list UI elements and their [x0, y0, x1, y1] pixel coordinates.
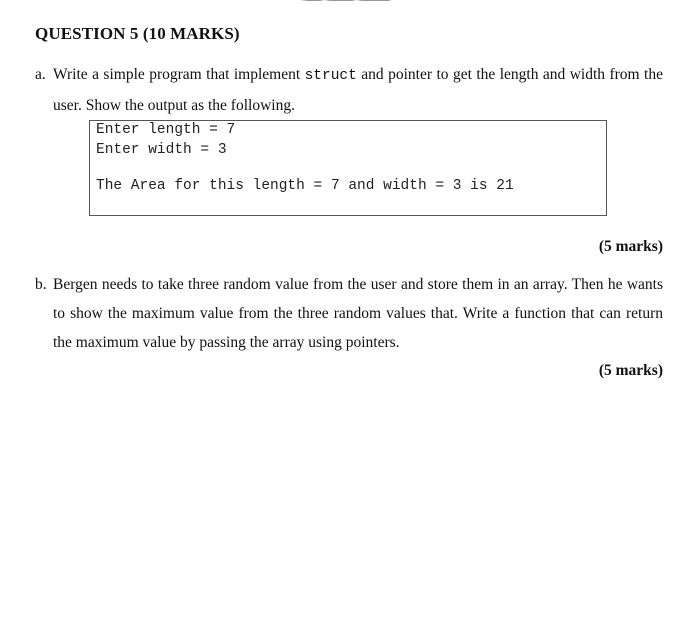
question-b-marker: b. — [35, 276, 47, 293]
question-b-marks: (5 marks) — [598, 362, 663, 379]
question-a-text-after: and pointer to get the length and width from the user. Show the output as the following. — [53, 66, 663, 114]
question-a-text — [53, 60, 663, 120]
question-a-marker: a. — [35, 66, 46, 83]
question-a-marks: (5 marks) — [598, 238, 663, 255]
sample-output-box — [89, 120, 607, 216]
output-line-width: Enter width = 3 — [96, 142, 227, 158]
question-b-text: Bergen needs to take three random value from the user and store them in an array. Then he wants to show the maximum value from the three random values that. Write a function that can return the maximum value by passing the array using pointers. — [53, 276, 663, 351]
cropped-header-fragment — [300, 0, 400, 4]
struct-keyword: struct — [304, 68, 357, 84]
output-line-area: The Area for this length = 7 and width = 3 is 21 — [96, 178, 514, 194]
question-heading: QUESTION 5 (10 MARKS) — [35, 24, 240, 43]
question-a-text-before: Write a simple program that implement — [53, 66, 305, 83]
output-line-length: Enter length = 7 — [96, 122, 236, 138]
question-b — [35, 270, 663, 357]
question-a — [35, 60, 663, 120]
